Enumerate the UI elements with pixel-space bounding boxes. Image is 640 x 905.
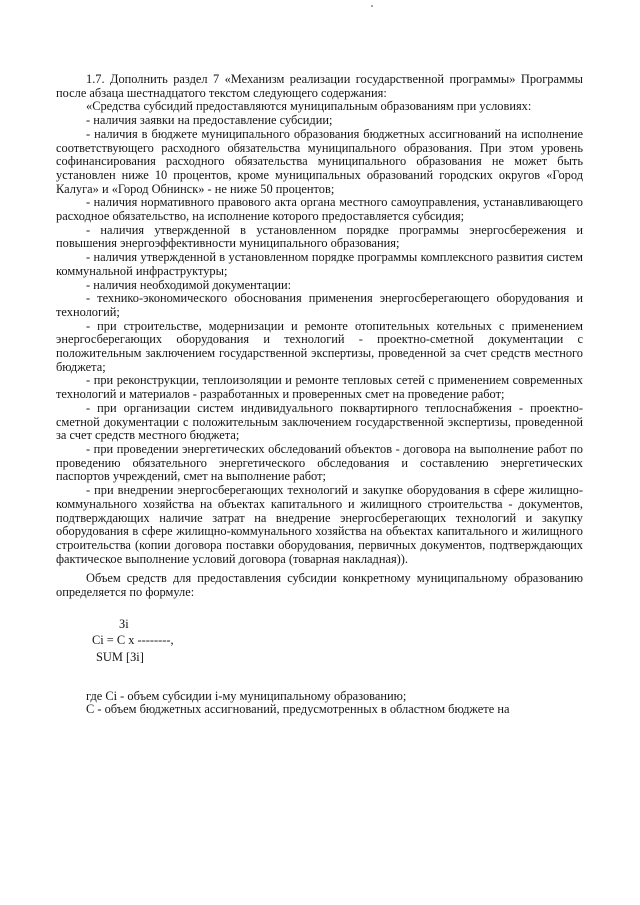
paragraph-formula-intro: Объем средств для предоставления субсидии конкретному муниципальному образованию определяется по формуле: bbox=[56, 571, 583, 600]
list-item: - при организации систем индивидуального поквартирного теплоснабжения - проектно-сметной документации с положительным заключением государственной экспертизы, проведенной за счет средств местного бюджета; bbox=[56, 400, 583, 443]
list-item: - наличия заявки на предоставление субсидии; bbox=[86, 113, 333, 128]
list-item: - при проведении энергетических обследований объектов - договора на выполнение работ по проведению обязательного энергетического обследования и составлению энергетических паспортов учреждений, смет на выполнение работ; bbox=[56, 441, 583, 484]
list-item: - при реконструкции, теплоизоляции и ремонте тепловых сетей с применением современных технологий и материалов - разработанных и проверенных смет на проведение работ; bbox=[56, 373, 583, 402]
list-item: - наличия в бюджете муниципального образования бюджетных ассигнований на исполнение соответствующего расходного обязательства муниципального образования. При этом уровень софинансирования расходного обязательства муниципального образования не может быть установлен ниже 10 процентов, кроме муниципальных образований городских округов «Город Калуга» и «Город Обнинск» - не ниже 50 процентов; bbox=[56, 126, 583, 196]
paragraph-conditions: «Средства субсидий предоставляются муниципальным образованиям при условиях: bbox=[86, 99, 532, 114]
paragraph-intro: 1.7. Дополнить раздел 7 «Механизм реализации государственной программы» Программы после абзаца шестнадцатого текстом следующего содержания: bbox=[56, 72, 583, 100]
list-item: - наличия утвержденной в установленном порядке программы энергосбережения и повышения энергоэффективности муниципального образования; bbox=[56, 222, 583, 251]
list-item: - технико-экономического обоснования применения энергосберегающего оборудования и технологий; bbox=[56, 291, 583, 319]
formula-denominator: SUM [Зi] bbox=[96, 649, 144, 664]
document-body bbox=[56, 73, 583, 717]
list-item: - при строительстве, модернизации и ремонте отопительных котельных с применением энергосберегающих оборудования и технологий - проектно-сметной документации с положительным заключением государственной экспертизы, проведенной за счет средств местного бюджета; bbox=[56, 318, 583, 374]
scan-speck bbox=[371, 5, 373, 7]
definition-c: C - объем бюджетных ассигнований, предусмотренных в областном бюджете на bbox=[86, 702, 510, 717]
list-item: - наличия утвержденной в установленном порядке программы комплексного развития систем коммунальной инфраструктуры; bbox=[56, 250, 583, 278]
formula-numerator: Зi bbox=[119, 616, 129, 631]
list-item: - наличия необходимой документации: bbox=[86, 277, 292, 292]
list-item: - наличия нормативного правового акта органа местного самоуправления, устанавливающего расходное обязательство, на исполнение которого предоставляется субсидия; bbox=[56, 195, 583, 224]
definition-ci: где Ci - объем субсидии i-му муниципальному образованию; bbox=[86, 688, 407, 703]
list-item: - при внедрении энергосберегающих технологий и закупке оборудования в сфере жилищно-коммунального хозяйства на объектах капитального и жилищного строительства - документов, подтверждающих наличие затрат на внедрение энергосберегающих технологий и закупку оборудования в сфере жилищно-коммунального хозяйства на объектах капитального и жилищного строительства (копии договора поставки оборудования, первичных документов, подтверждающих фактическое выполнение условий договора (товарная накладная)). bbox=[56, 483, 583, 566]
subsidy-formula bbox=[56, 612, 583, 680]
formula-expression: Ci = C x --------, bbox=[92, 632, 174, 647]
